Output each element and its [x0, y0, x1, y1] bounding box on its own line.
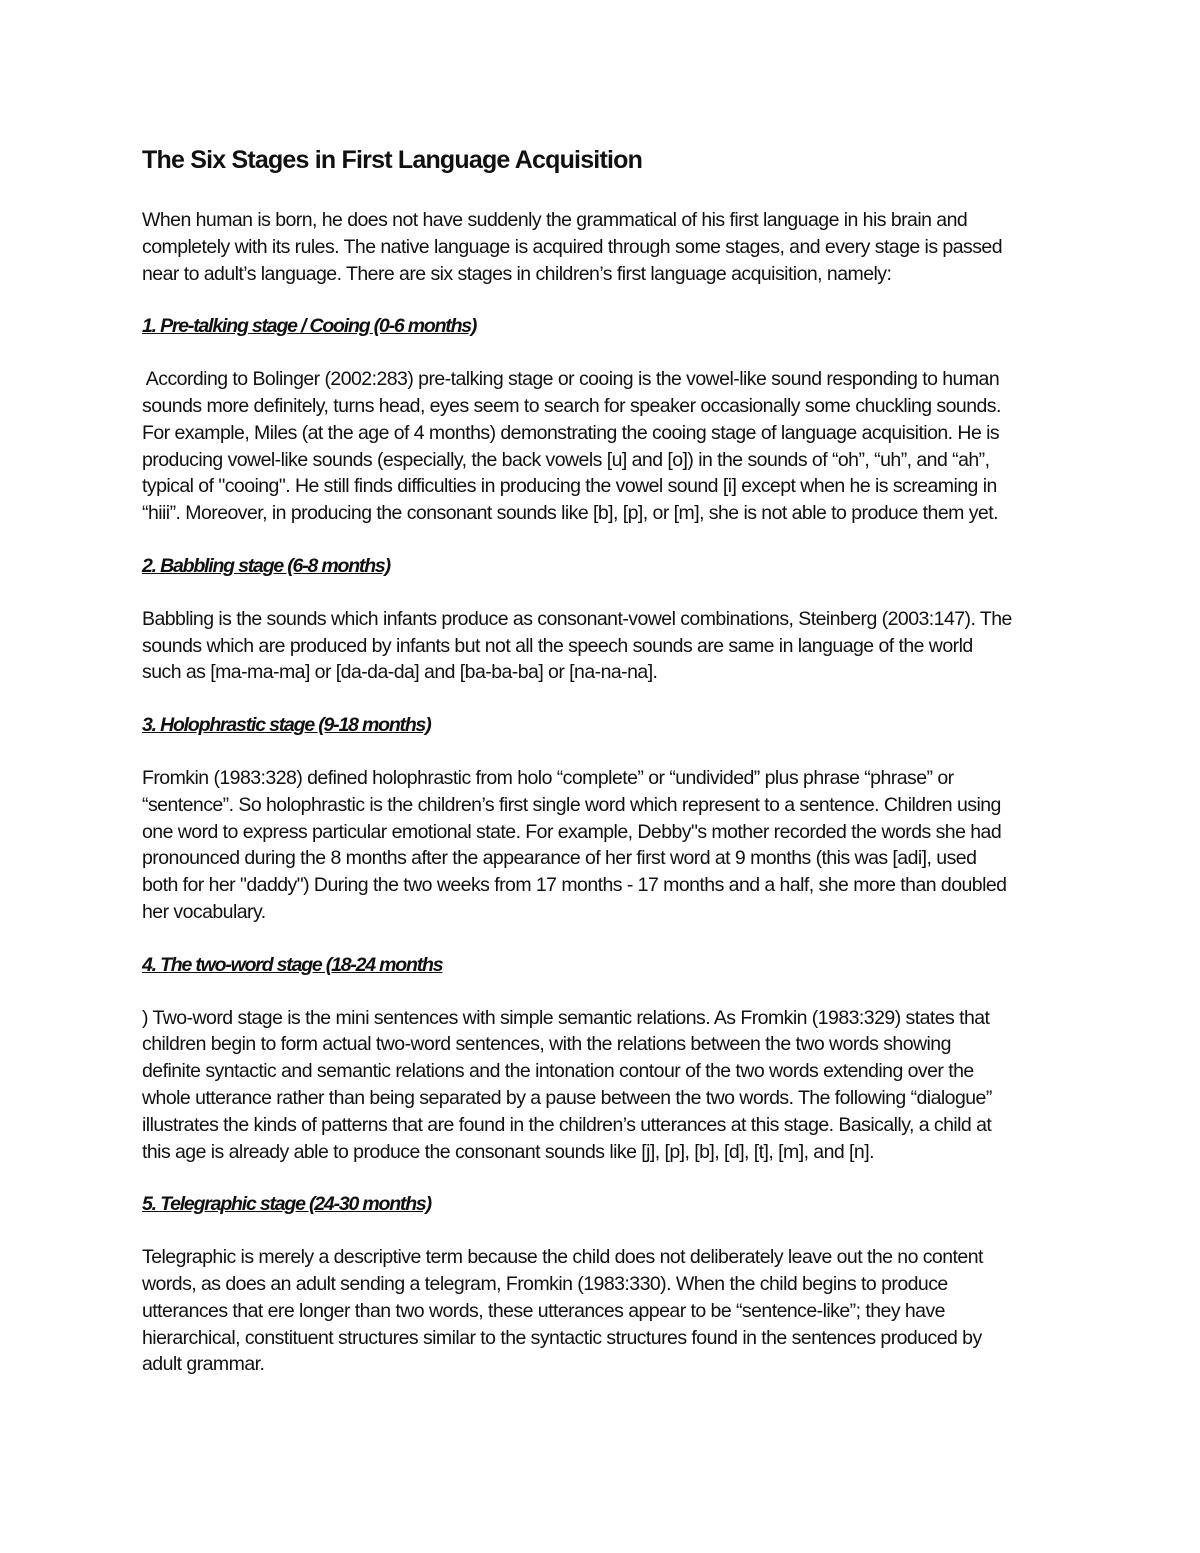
section-pre-talking — [142, 313, 1072, 527]
intro-line: completely with its rules. The native language is acquired through some stages, and every stage is passed — [142, 235, 1002, 258]
document-page — [142, 138, 1072, 1404]
paragraph-line: illustrates the kinds of patterns that are found in the children’s utterances at this stage. Basically, a child at — [142, 1113, 992, 1136]
paragraph-line: producing vowel-like sounds (especially, the back vowels [u] and [o]) in the sounds of “oh”, “uh”, and “ah”, — [142, 448, 990, 471]
section-paragraph — [142, 1244, 1072, 1378]
section-babbling — [142, 553, 1072, 686]
paragraph-line: both for her "daddy") During the two weeks from 17 months - 17 months and a half, she more than doubled — [142, 874, 1007, 897]
paragraph-line: such as [ma-ma-ma] or [da-da-da] and [ba-ba-ba] or [na-na-na]. — [142, 661, 658, 684]
paragraph-line: definite syntactic and semantic relations and the intonation contour of the two words extending over the — [142, 1060, 974, 1083]
paragraph-line: pronounced during the 8 months after the appearance of her first word at 9 months (this was [adi], used — [142, 847, 977, 870]
paragraph-line: ) Two-word stage is the mini sentences with simple semantic relations. As Fromkin (1983:329) states that — [142, 1006, 990, 1029]
intro-paragraph — [142, 207, 1072, 287]
document-title: The Six Stages in First Language Acquisition — [142, 146, 643, 174]
paragraph-line: According to Bolinger (2002:283) pre-talking stage or cooing is the vowel-like sound responding to human — [142, 368, 1000, 391]
paragraph-line: “hiii”. Moreover, in producing the consonant sounds like [b], [p], or [m], she is not able to produce them yet. — [142, 502, 998, 525]
paragraph-line: For example, Miles (at the age of 4 months) demonstrating the cooing stage of language acquisition. He is — [142, 421, 1000, 444]
paragraph-line: Babbling is the sounds which infants produce as consonant-vowel combinations, Steinberg (2003:147). The — [142, 607, 1012, 630]
section-heading: 2. Babbling stage (6-8 months) — [142, 554, 390, 577]
section-paragraph — [142, 1005, 1072, 1166]
paragraph-line: “sentence”. So holophrastic is the children’s first single word which represent to a sentence. Children using — [142, 793, 1001, 816]
section-heading: 5. Telegraphic stage (24-30 months) — [142, 1193, 431, 1216]
paragraph-line: sounds more definitely, turns head, eyes seem to search for speaker occasionally some chuckling sounds. — [142, 394, 1001, 417]
paragraph-line: whole utterance rather than being separated by a pause between the two words. The following “dialogue” — [142, 1086, 992, 1109]
paragraph-line: words, as does an adult sending a telegram, Fromkin (1983:330). When the child begins to produce — [142, 1272, 948, 1295]
paragraph-line: utterances that ere longer than two words, these utterances appear to be “sentence-like”; they have — [142, 1299, 945, 1322]
paragraph-line: her vocabulary. — [142, 900, 266, 923]
section-paragraph — [142, 765, 1072, 926]
section-paragraph — [142, 366, 1072, 527]
section-two-word — [142, 952, 1072, 1166]
section-heading: 4. The two-word stage (18-24 months — [142, 953, 443, 976]
paragraph-line: sounds which are produced by infants but not all the speech sounds are same in language of the world — [142, 634, 973, 657]
paragraph-line: Fromkin (1983:328) defined holophrastic from holo “complete” or “undivided” plus phrase “phrase” or — [142, 766, 954, 789]
section-telegraphic — [142, 1191, 1072, 1378]
paragraph-line: this age is already able to produce the consonant sounds like [j], [p], [b], [d], [t], [m], and [n]. — [142, 1140, 874, 1163]
paragraph-line: hierarchical, constituent structures similar to the syntactic structures found in the sentences produced by — [142, 1326, 982, 1349]
section-paragraph — [142, 606, 1072, 686]
section-heading: 1. Pre-talking stage / Cooing (0-6 months) — [142, 315, 477, 338]
section-holophrastic — [142, 712, 1072, 926]
section-heading: 3. Holophrastic stage (9-18 months) — [142, 714, 431, 737]
intro-line: When human is born, he does not have suddenly the grammatical of his first language in his brain and — [142, 209, 968, 231]
paragraph-line: one word to express particular emotional state. For example, Debby"s mother recorded the words she had — [142, 820, 1002, 843]
paragraph-line: adult grammar. — [142, 1353, 265, 1376]
paragraph-line: typical of "cooing". He still finds difficulties in producing the vowel sound [i] except when he is screaming in — [142, 475, 997, 498]
paragraph-line: children begin to form actual two-word sentences, with the relations between the two words showing — [142, 1033, 951, 1056]
paragraph-line: Telegraphic is merely a descriptive term because the child does not deliberately leave out the no content — [142, 1246, 983, 1269]
intro-line: near to adult’s language. There are six stages in children’s first language acquisition, namely: — [142, 262, 892, 285]
